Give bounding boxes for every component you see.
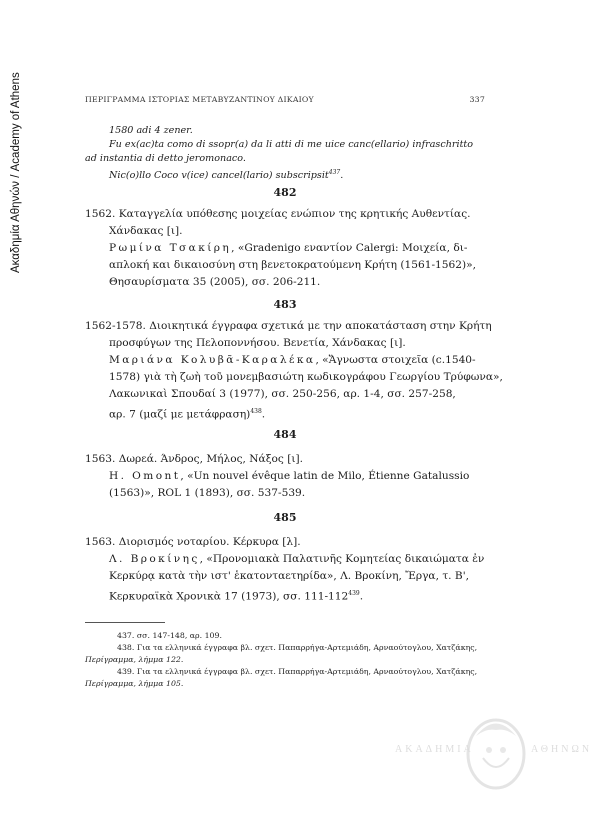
entry-ref-line: αρ. 7 (μαζί με μετάφραση)$^{438}$. (109, 408, 266, 421)
entry-line: 1563. Διορισμός νοταρίου. Κέρκυρα [λ]. (85, 536, 301, 548)
entry-ref-line (85, 468, 485, 485)
running-title: ΠΕΡΙΓΡΑΜΜΑ ΙΣΤΟΡΙΑΣ ΜΕΤΑΒΥΖΑΝΤΙΝΟΥ ΔΙΚΑΙΟΥ (85, 95, 314, 104)
entry-ref-line: Κερκυραϊκὰ Χρονικὰ 17 (1973), σσ. $111-112^{439}$. (109, 590, 364, 603)
entry-line: προσφύγων της Πελοποννήσου. Βενετία, Χάνδακας [ι]. (109, 337, 406, 349)
footnote-ref: 439 (348, 590, 360, 597)
intro-block (85, 124, 485, 183)
footnote-line: 438. Για τα ελληνικά έγγραφα βλ. σχετ. Παπαρρήγα-Αρτεμιάδη, Αρναούτογλου, Χατζάκης, (117, 643, 478, 652)
entry-483 (85, 318, 503, 424)
entry-ref-line (85, 352, 485, 369)
intro-line: Fu ex(ac)ta como di ssopr(a) da li atti di me uice canc(ellario) infraschritto (109, 139, 474, 150)
page-number: 337 (469, 95, 485, 104)
footnote-line: 437. σσ. 147-148, αρ. 109. (117, 631, 222, 640)
entry-line: Χάνδακας [ι]. (109, 225, 183, 237)
entry-ref-text: , «Gradenigo εναντίον Calergi: Μοιχεία, δι- (231, 242, 468, 254)
entry-ref-text: Κερκυραϊκὰ Χρονικὰ 17 (1973), σσ. 111-112 (109, 590, 349, 603)
intro-signature: Nic(o)llo Coco v(ice) cancel(lario) subscripsit (109, 170, 329, 182)
entry-ref-line: Λακωνικαὶ Σπουδαί 3 (1977), σσ. 250-256, αρ. 1-4, σσ. 257-258, (109, 388, 456, 400)
entry-number: 484 (273, 428, 297, 441)
footnote-ref: 438 (250, 408, 262, 415)
entry-ref-line: (1563)», ROL 1 (1893), σσ. 537-539. (109, 487, 306, 499)
entry-482 (85, 206, 485, 291)
running-header (85, 95, 485, 104)
intro-line: ad instantia di detto jeromonaco. (85, 153, 246, 164)
footnote-rule (85, 622, 165, 623)
entry-ref-text: , «Ἄγνωστα στοιχεῖα (c.1540- (315, 354, 476, 366)
footnote-line: Περίγραμμα, λήμμα 105. (85, 679, 184, 688)
footnotes (85, 630, 485, 690)
entry-line: 1562-1578. Διοικητικά έγγραφα σχετικά με την αποκατάσταση στην Κρήτη (85, 320, 492, 332)
entry-number: 482 (273, 186, 297, 199)
footnote-ref: 437 (328, 169, 341, 176)
intro-line: 1580 adi 4 zener. (109, 125, 193, 136)
entry-ref-line: απλοκή και δικαιοσύνη στη βενετοκρατούμενη Κρήτη (1561-1562)», (109, 259, 476, 271)
sidebar-label (6, 48, 34, 448)
entry-ref-line: 1578) γιὰ τὴ ζωὴ τοῦ μονεμβασιώτη κωδικογράφου Γεωργίου Τρύφωνα», (109, 371, 503, 383)
vertical-academy-label: Ακαδημία Αθηνών / Academy of Athens (10, 72, 22, 273)
footnote-line: 439. Για τα ελληνικά έγγραφα βλ. σχετ. Παπαρρήγα-Αρτεμιάδη, Αρναούτογλου, Χατζάκης, (117, 667, 478, 676)
entry-number: 483 (273, 298, 297, 311)
watermark-left: ΑΚΑΔΗΜΙΑ (395, 744, 474, 755)
entry-author: Ρωμίνα Τσακίρη (109, 242, 232, 254)
footnote-line: Περίγραμμα, λήμμα 122. (85, 655, 184, 664)
entry-number: 485 (273, 511, 297, 524)
entry-485 (85, 534, 485, 606)
entry-484 (85, 451, 485, 502)
entry-ref-line (85, 551, 485, 568)
entry-line: 1562. Καταγγελία υπόθεσης μοιχείας ενώπιον της κρητικής Αυθεντίας. (85, 208, 471, 220)
entry-ref-text: , «Προνομιακὰ Παλατινῆς Κομητείας δικαιώματα ἐν (199, 553, 485, 565)
watermark-right: ΑΘΗΝΩΝ (531, 744, 593, 755)
entry-ref-text: , «Un nouvel évêque latin de Milo, Étienne Gatalussio (180, 470, 470, 482)
academy-watermark (395, 706, 595, 806)
athena-head-icon (461, 706, 531, 806)
entry-ref-text: αρ. 7 (μαζί με μετάφραση) (109, 408, 251, 421)
entry-ref-line (85, 240, 485, 257)
entry-line: 1563. Δωρεά. Άνδρος, Μήλος, Νάξος [ι]. (85, 453, 304, 465)
entry-author: Λ. Βροκίνης (109, 553, 200, 565)
entry-ref-line: Θησαυρίσματα 35 (2005), σσ. 206-211. (109, 276, 321, 288)
entry-author: H. Omont (109, 470, 181, 482)
entry-ref-line: Κερκύρᾳ κατὰ τὴν ιστ' ἑκατονταετηρίδα», Λ. Βροκίνη, Ἔργα, τ. Β', (109, 570, 469, 582)
intro-line: Nic(o)llo Coco v(ice) cancel(lario) subscripsit$^{437}$. (109, 169, 344, 182)
entry-author: Μαριάνα Κολυβᾶ-Καραλέκα (109, 354, 316, 366)
